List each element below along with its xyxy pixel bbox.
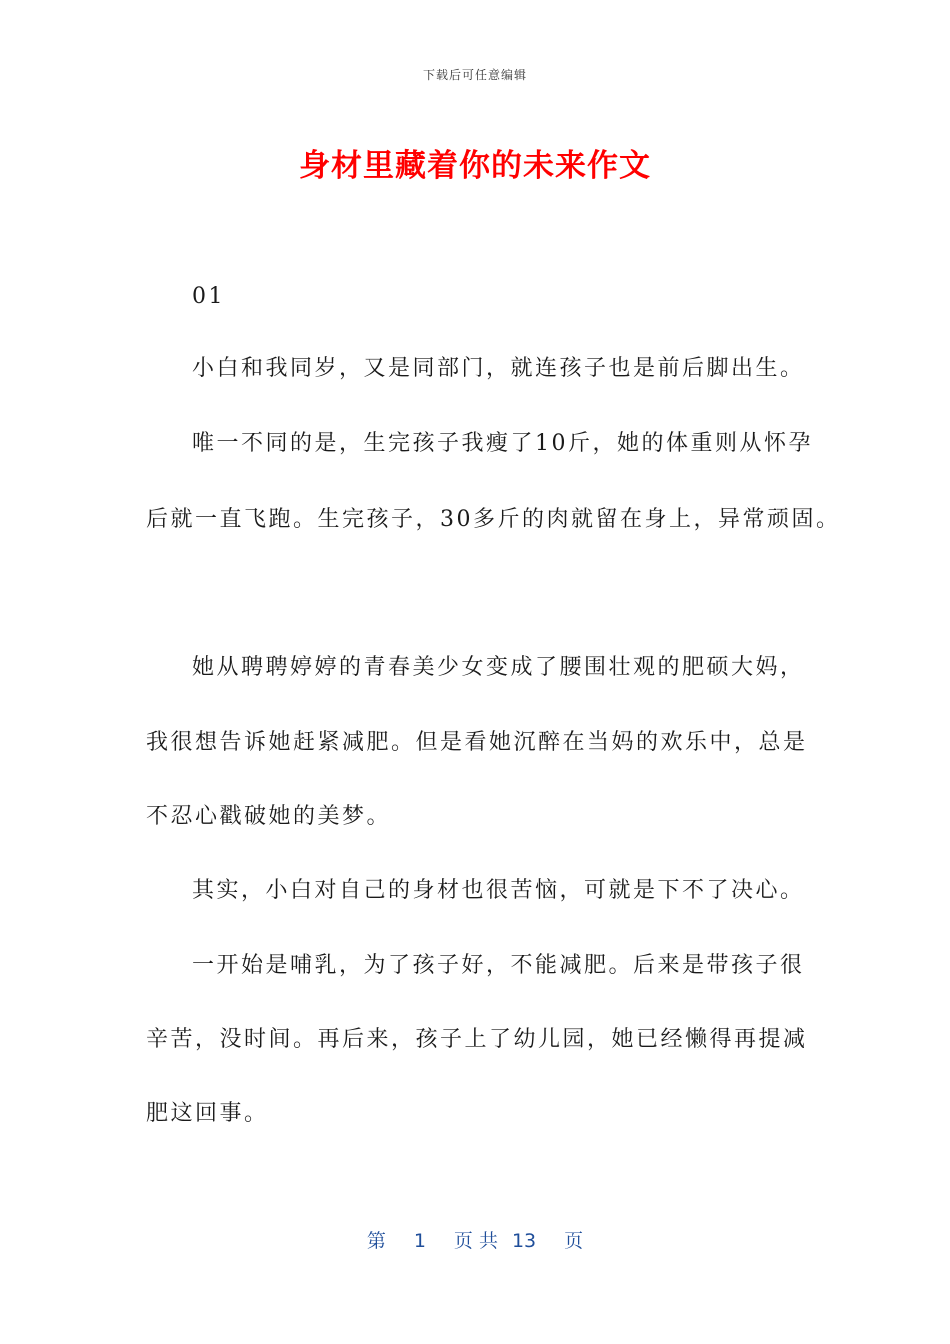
paragraph-line: 唯一不同的是，生完孩子我瘦了10斤，她的体重则从怀孕 xyxy=(192,431,813,456)
paragraph-line: 小白和我同岁，又是同部门，就连孩子也是前后脚出生。 xyxy=(192,356,805,381)
page-footer xyxy=(0,1226,950,1253)
header-note: 下载后可任意编辑 xyxy=(422,68,527,82)
document-title: 身材里藏着你的未来作文 xyxy=(299,148,651,184)
paragraph-line: 肥这回事。 xyxy=(146,1101,269,1126)
paragraph-line: 一开始是哺乳，为了孩子好，不能减肥。后来是带孩子很 xyxy=(192,953,805,978)
paragraph-line: 不忍心戳破她的美梦。 xyxy=(146,804,392,829)
paragraph-line: 辛苦，没时间。再后来，孩子上了幼儿园，她已经懒得再提减 xyxy=(146,1027,808,1052)
page-middle: 页 共 xyxy=(453,1230,498,1252)
current-page-number: 1 xyxy=(413,1230,426,1252)
section-number: 01 xyxy=(192,284,225,309)
paragraph-line: 我很想告诉她赶紧减肥。但是看她沉醉在当妈的欢乐中，总是 xyxy=(146,730,808,755)
page-prefix: 第 xyxy=(366,1230,386,1252)
total-pages-number: 13 xyxy=(511,1230,537,1252)
paragraph-line: 其实，小白对自己的身材也很苦恼，可就是下不了决心。 xyxy=(192,878,805,903)
paragraph-line: 她从聘聘婷婷的青春美少女变成了腰围壮观的肥硕大妈， xyxy=(192,655,805,680)
page-suffix: 页 xyxy=(564,1230,584,1252)
paragraph-line: 后就一直飞跑。生完孩子，30多斤的肉就留在身上，异常顽固。 xyxy=(146,507,841,532)
